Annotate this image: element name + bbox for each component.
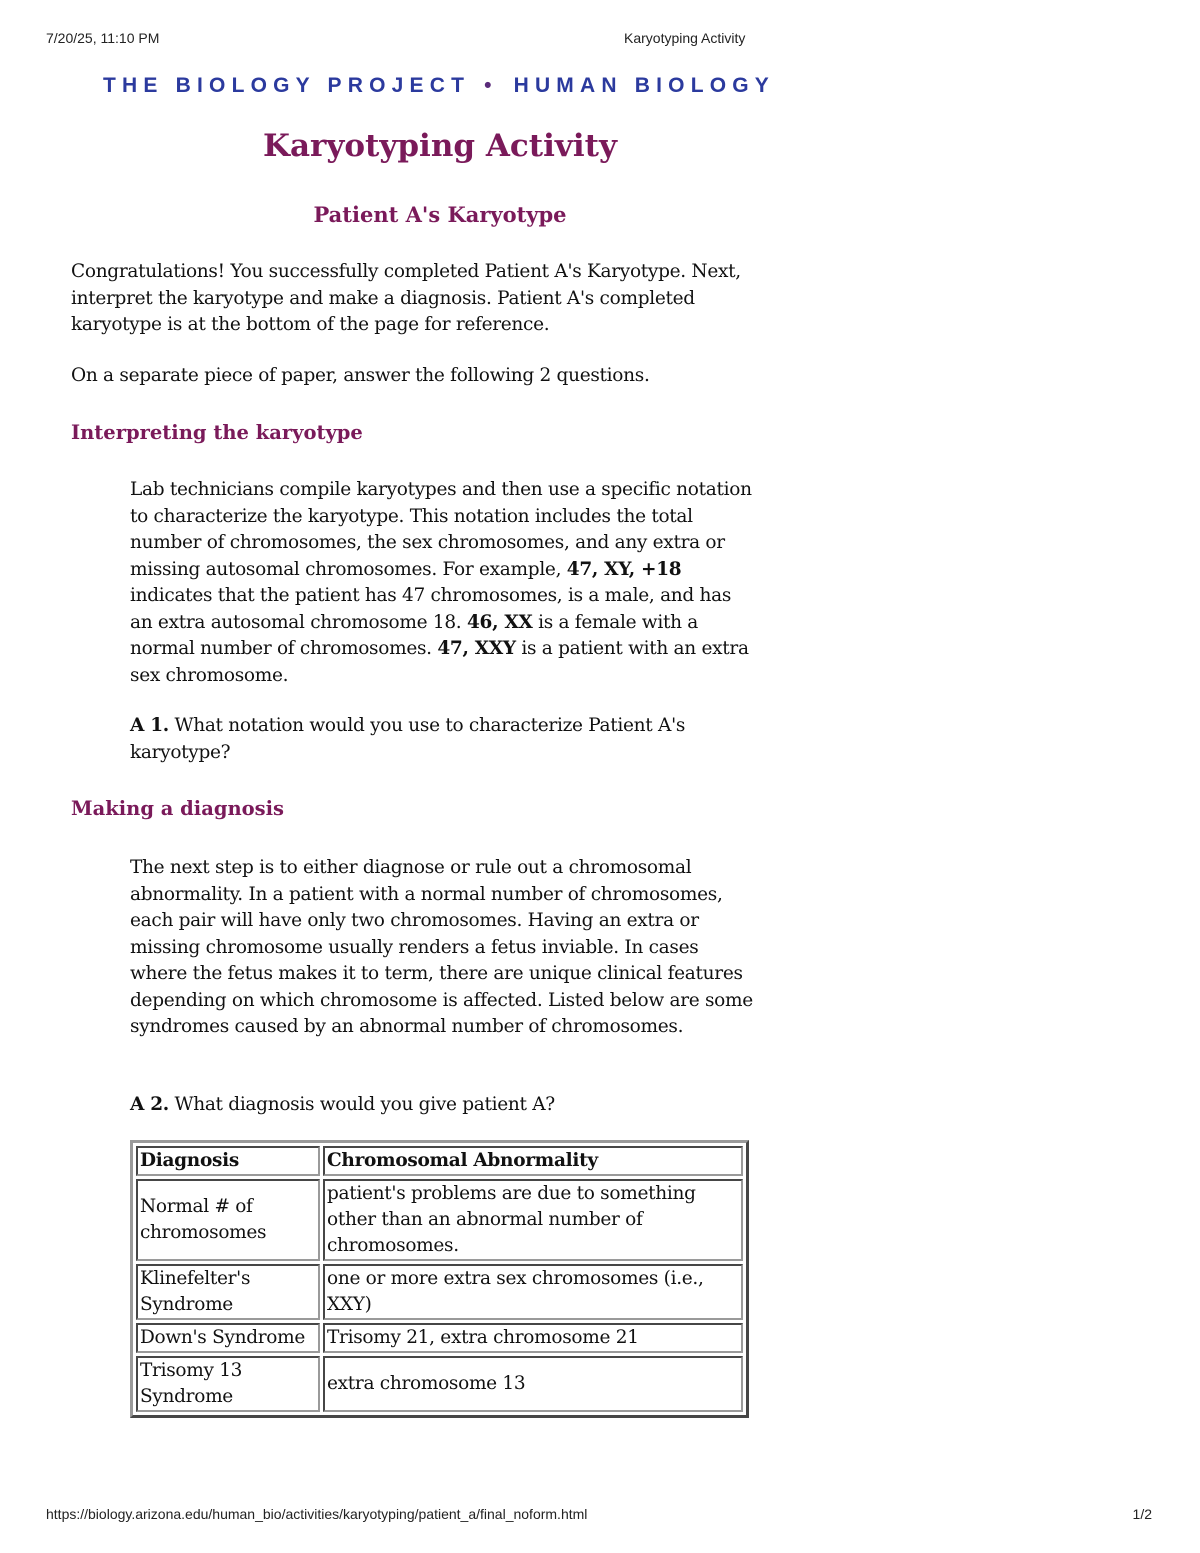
table-row: [136, 1264, 743, 1320]
print-header: [0, 30, 1200, 50]
instructions-paragraph: On a separate piece of paper, answer the following 2 questions.: [71, 365, 650, 386]
notation-explanation: [130, 477, 755, 689]
table-cell-abnormality: patient's problems are due to something other than an abnormal number of chromosomes.: [323, 1179, 743, 1261]
site-banner[interactable]: [103, 74, 775, 98]
table-cell-abnormality: extra chromosome 13: [323, 1356, 743, 1412]
diagnosis-table: [130, 1140, 749, 1418]
notation-text-c: is a female with a normal number of chromosomes.: [130, 611, 699, 659]
table-cell-diagnosis: Trisomy 13 Syndrome: [136, 1356, 320, 1412]
question-a2-text: What diagnosis would you give patient A?: [168, 1094, 555, 1115]
table-header-abnormality: Chromosomal Abnormality: [323, 1146, 743, 1176]
table-cell-abnormality: one or more extra sex chromosomes (i.e., XXY): [323, 1264, 743, 1320]
page-title: Karyotyping Activity: [263, 128, 617, 164]
table-cell-diagnosis: Down's Syndrome: [136, 1323, 320, 1353]
notation-example-1: 47, XY, +18: [566, 558, 682, 580]
question-a2: [130, 1092, 755, 1119]
print-page-title: Karyotyping Activity: [624, 30, 746, 46]
diagnosis-explanation: The next step is to either diagnose or rule out a chromosomal abnormality. In a patient with a normal number of chromosomes, each pair will have only two chromosomes. Having an extra or missing chromosome usually renders a fetus inviable. In cases where the fetus makes it to term, there are unique clinical features depending on which chromosome is affected. Listed below are some syndromes caused by an abnormal number of chromosomes.: [130, 857, 753, 1037]
table-cell-diagnosis: Klinefelter's Syndrome: [136, 1264, 320, 1320]
question-a1-label: A 1.: [130, 715, 169, 736]
table-row: [136, 1179, 743, 1261]
banner-biology-project: THE BIOLOGY PROJECT: [103, 74, 471, 97]
section-heading-interpreting: Interpreting the karyotype: [71, 421, 363, 444]
notation-text-b: indicates that the patient has 47 chromosomes, is a male, and has an extra autosomal chromosome 18.: [130, 585, 732, 633]
print-url: https://biology.arizona.edu/human_bio/activities/karyotyping/patient_a/final_noform.html: [46, 1506, 588, 1522]
table-header-diagnosis: Diagnosis: [136, 1146, 320, 1176]
question-a1: [130, 713, 755, 766]
table-header-row: [136, 1146, 743, 1176]
table-row: [136, 1356, 743, 1412]
print-page-number: 1/2: [1132, 1506, 1152, 1522]
table-cell-abnormality: Trisomy 21, extra chromosome 21: [323, 1323, 743, 1353]
print-footer: [0, 1506, 1200, 1526]
section-heading-diagnosis: Making a diagnosis: [71, 797, 285, 820]
notation-text-a: Lab technicians compile karyotypes and then use a specific notation to characterize the karyotype. This notation includes the total number of chromosomes, the sex chromosomes, and any extra or missing autosomal chromosomes. For example,: [130, 479, 752, 580]
banner-separator-icon: •: [484, 74, 492, 97]
notation-example-2: 46, XX: [466, 611, 533, 633]
notation-example-3: 47, XXY: [437, 638, 516, 659]
table-cell-diagnosis: Normal # of chromosomes: [136, 1179, 320, 1261]
question-a2-label: A 2.: [130, 1094, 169, 1115]
page-subtitle: Patient A's Karyotype: [313, 202, 567, 227]
question-a1-text: What notation would you use to characterize Patient A's karyotype?: [130, 715, 686, 763]
table-row: [136, 1323, 743, 1353]
intro-paragraph: Congratulations! You successfully completed Patient A's Karyotype. Next, interpret the karyotype and make a diagnosis. Patient A's completed karyotype is at the bottom of the page for reference.: [71, 261, 741, 335]
banner-human-biology: HUMAN BIOLOGY: [513, 74, 776, 97]
notation-text-d: is a patient with an extra sex chromosome.: [130, 638, 749, 686]
print-datetime: 7/20/25, 11:10 PM: [46, 30, 160, 46]
